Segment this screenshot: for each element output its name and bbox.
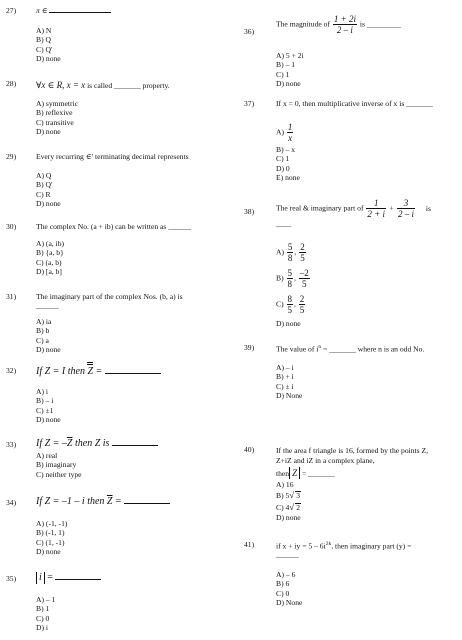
option[interactable]: B) {a, b} bbox=[36, 248, 64, 258]
option[interactable]: A) symmetric bbox=[36, 99, 78, 108]
question-number: 34) bbox=[6, 498, 17, 507]
question-38 bbox=[244, 198, 458, 338]
option[interactable]: D) none bbox=[276, 513, 301, 523]
question-stem: The real & imaginary part of $\frac{1}{2 + i}$ + $\frac{3}{2 - i}$ is ____ bbox=[276, 198, 431, 228]
options bbox=[276, 364, 302, 402]
question-27 bbox=[6, 7, 226, 69]
fraction: $\frac{3}{2 - i}$ bbox=[397, 198, 414, 220]
question-stem: The complex No. (a + ib) can be written as ______ bbox=[36, 222, 192, 231]
answer-blank bbox=[112, 445, 158, 446]
question-37 bbox=[244, 100, 458, 192]
question-number: 33) bbox=[6, 440, 17, 449]
option[interactable]: A) i bbox=[36, 387, 49, 396]
question-stem: The value of $i^n$ = _______ where n is an odd No. bbox=[276, 344, 425, 354]
options bbox=[36, 452, 82, 480]
question-stem: If Z = I then Z = bbox=[36, 364, 161, 378]
option[interactable]: A) 5 + 2i bbox=[276, 51, 304, 60]
option[interactable]: D) 0 bbox=[276, 163, 290, 173]
option[interactable]: B) (-1, 1) bbox=[36, 528, 65, 538]
question-number: 27) bbox=[6, 6, 17, 15]
options bbox=[36, 172, 61, 210]
options bbox=[36, 318, 61, 356]
option[interactable]: C) 1 bbox=[276, 69, 290, 79]
option[interactable]: B) Q bbox=[36, 35, 51, 45]
option[interactable]: D) none bbox=[36, 547, 61, 557]
question-stem: Every recurring ∈′ terminating decimal represents bbox=[36, 152, 189, 161]
option[interactable]: C) 4√ 2 bbox=[276, 502, 301, 513]
options bbox=[36, 388, 61, 426]
question-stem: π ∈ bbox=[36, 7, 111, 16]
option[interactable]: A) Q bbox=[36, 171, 52, 180]
option[interactable]: C) 0 bbox=[276, 588, 290, 598]
option[interactable]: D) none bbox=[36, 345, 61, 355]
option[interactable]: B) 1 bbox=[36, 604, 50, 614]
question-number: 30) bbox=[6, 222, 17, 231]
option[interactable]: B) $\frac{5}{8}$ , $\frac{-2}{5}$ bbox=[276, 268, 309, 290]
options bbox=[276, 481, 301, 524]
question-stem: If the area f triangle is 16, formed by the points Z, Z+iZ and iZ in a complex plane, then Z = _______ bbox=[276, 446, 429, 478]
options bbox=[276, 242, 311, 329]
question-32 bbox=[6, 364, 226, 434]
question-number: 32) bbox=[6, 366, 17, 375]
option[interactable]: A) ia bbox=[36, 317, 52, 326]
options bbox=[36, 27, 61, 65]
question-34 bbox=[6, 496, 226, 562]
fraction: $\frac{2}{5}$ bbox=[300, 242, 305, 264]
option[interactable]: A) 16 bbox=[276, 480, 294, 489]
question-number: 29) bbox=[6, 152, 17, 161]
option[interactable]: D) none bbox=[276, 79, 301, 89]
option[interactable]: D) none bbox=[36, 54, 61, 64]
option[interactable]: C) transitive bbox=[36, 117, 74, 127]
option[interactable]: D) none bbox=[36, 415, 61, 425]
option[interactable]: A) real bbox=[36, 451, 58, 460]
option[interactable]: B) imaginary bbox=[36, 460, 77, 470]
option[interactable]: A) (-1, -1) bbox=[36, 519, 68, 528]
answer-blank bbox=[49, 12, 111, 13]
option[interactable]: A) – i bbox=[276, 363, 294, 372]
option[interactable]: D) i bbox=[36, 623, 49, 633]
question-33 bbox=[6, 438, 226, 488]
question-number: 36) bbox=[244, 27, 255, 36]
option[interactable]: D) none bbox=[36, 127, 61, 137]
options bbox=[276, 571, 302, 609]
fraction: $\frac{1}{2 + i}$ bbox=[367, 198, 385, 220]
options bbox=[36, 596, 55, 634]
option[interactable]: A) N bbox=[36, 26, 52, 35]
fraction: $\frac{5}{8}$ bbox=[287, 268, 292, 290]
fraction: $\frac{5}{8}$ bbox=[287, 242, 293, 264]
option[interactable]: C) (1, -1) bbox=[36, 537, 65, 547]
option[interactable]: C) (a, b) bbox=[36, 257, 62, 267]
question-41 bbox=[244, 541, 458, 611]
option[interactable]: C) ±1 bbox=[36, 405, 54, 415]
question-35 bbox=[6, 572, 226, 638]
options bbox=[276, 122, 300, 184]
option[interactable]: B) – i bbox=[36, 396, 54, 406]
question-stem: If $Z = -\overline{Z}$ then Z is bbox=[36, 438, 158, 450]
option[interactable]: C) a bbox=[36, 335, 49, 345]
question-number: 38) bbox=[244, 207, 255, 216]
fraction: $\frac{1 + 2i}{2 - i}$ bbox=[333, 14, 356, 36]
question-number: 41) bbox=[244, 540, 255, 549]
option[interactable]: B) Q′ bbox=[36, 180, 53, 190]
option[interactable]: A) (a, ib) bbox=[36, 239, 65, 248]
option[interactable]: C) neither type bbox=[36, 469, 82, 479]
answer-blank bbox=[55, 579, 101, 580]
option[interactable]: C) R bbox=[36, 189, 51, 199]
option[interactable]: A) – 1 bbox=[36, 595, 56, 604]
option[interactable]: A) $\frac{1}{x}$ bbox=[276, 122, 293, 144]
question-number: 37) bbox=[244, 99, 255, 108]
option[interactable]: D) none bbox=[36, 199, 61, 209]
question-stem: i = bbox=[36, 572, 101, 584]
question-number: 39) bbox=[244, 343, 255, 352]
option[interactable]: B) – x bbox=[276, 145, 295, 154]
question-stem: The magnitude of $\frac{1 + 2i}{2 - i}$ is _________ bbox=[276, 14, 402, 36]
question-stem: ∀x ∈ R, x = x is called _______ property. bbox=[36, 80, 170, 90]
option[interactable]: B) + i bbox=[276, 372, 294, 382]
options bbox=[276, 52, 304, 90]
option[interactable]: A) $\frac{5}{8}$ , $\frac{2}{5}$ bbox=[276, 242, 305, 264]
question-31 bbox=[6, 293, 228, 363]
question-stem: if x + iy = $5 - 6i^{2k}$, then imaginary part (y) = ______ bbox=[276, 541, 412, 560]
fraction: $\frac{-2}{5}$ bbox=[299, 268, 309, 290]
option[interactable]: B) b bbox=[36, 326, 50, 336]
options bbox=[36, 520, 67, 558]
question-number: 35) bbox=[6, 574, 17, 583]
option[interactable]: D) None bbox=[276, 391, 303, 401]
question-number: 31) bbox=[6, 292, 17, 301]
option[interactable]: E) none bbox=[276, 173, 300, 183]
fraction: $\frac{1}{x}$ bbox=[287, 122, 293, 144]
answer-blank bbox=[105, 373, 161, 374]
option[interactable]: C) 1 bbox=[276, 154, 290, 164]
option[interactable]: B) 5√ 3 bbox=[276, 490, 301, 501]
options bbox=[36, 240, 64, 278]
option[interactable]: B) reflexive bbox=[36, 108, 73, 118]
question-39 bbox=[244, 344, 458, 406]
options bbox=[36, 100, 78, 138]
question-number: 28) bbox=[6, 79, 17, 88]
option[interactable]: C) 0 bbox=[36, 613, 50, 623]
answer-blank bbox=[124, 503, 170, 504]
option[interactable]: B) – 1 bbox=[276, 60, 295, 70]
option[interactable]: C) ± i bbox=[276, 381, 294, 391]
option[interactable]: C) $\frac{8}{5}$ , $\frac{2}{5}$ bbox=[276, 294, 305, 316]
fraction: $\frac{8}{5}$ bbox=[287, 294, 292, 316]
option[interactable]: B) 6 bbox=[276, 579, 290, 589]
question-40 bbox=[244, 446, 458, 530]
question-30 bbox=[6, 223, 226, 285]
option[interactable]: D) none bbox=[276, 319, 301, 328]
question-stem: If x = 0, then multiplicative inverse of x is _______ bbox=[276, 99, 433, 108]
option[interactable]: D) None bbox=[276, 598, 303, 608]
question-36 bbox=[244, 14, 458, 89]
option[interactable]: C) Q′ bbox=[36, 44, 53, 54]
question-29 bbox=[6, 153, 226, 215]
question-stem: If Z = –1 – i then $\overline{Z}$ = bbox=[36, 496, 170, 508]
question-stem: The imaginary part of the complex Nos. (b, a) is ______ bbox=[36, 292, 183, 310]
option[interactable]: A) – 6 bbox=[276, 570, 296, 579]
question-number: 40) bbox=[244, 445, 255, 454]
option[interactable]: D) [a, b] bbox=[36, 267, 62, 277]
fraction: $\frac{2}{5}$ bbox=[299, 294, 305, 316]
question-28 bbox=[6, 80, 226, 142]
